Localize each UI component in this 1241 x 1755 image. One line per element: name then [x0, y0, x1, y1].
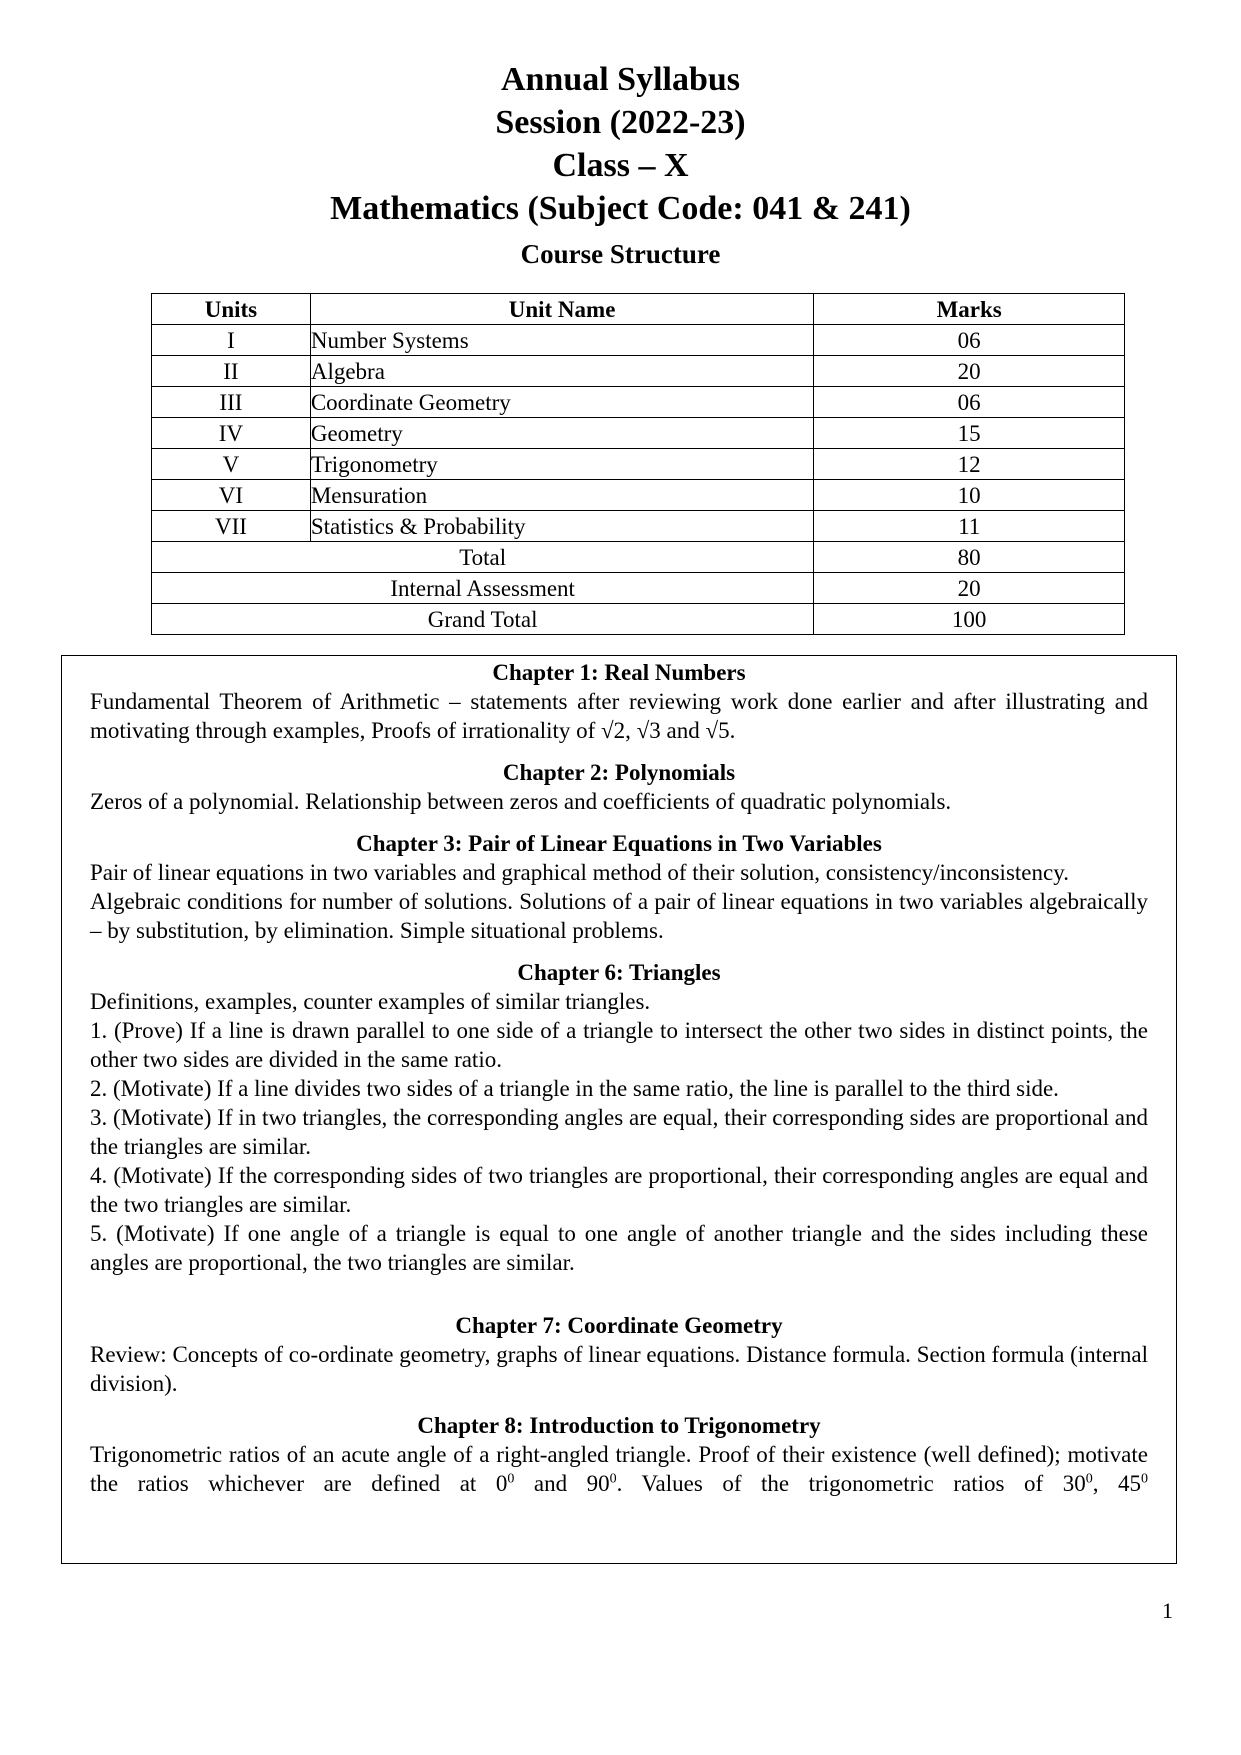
chapter-8-title: Chapter 8: Introduction to Trigonometry [417, 1413, 821, 1438]
internal-assessment-row [152, 573, 1125, 604]
chapter-7-title: Chapter 7: Coordinate Geometry [455, 1313, 783, 1338]
course-structure-table [151, 293, 1125, 635]
table-row [152, 418, 1125, 449]
chapter-2-text: Zeros of a polynomial. Relationship between zeros and coefficients of quadratic polynomials. [90, 789, 952, 814]
chapters-box [61, 655, 1177, 1564]
table-row [152, 449, 1125, 480]
table-row [152, 511, 1125, 542]
unit-name: Statistics & Probability [310, 511, 813, 542]
unit-name: Algebra [310, 356, 813, 387]
chapter-8-text [90, 1440, 1148, 1498]
chapter-2-title: Chapter 2: Polynomials [502, 760, 736, 785]
chapter-3-paragraph-2: Algebraic conditions for number of solutions. Solutions of a pair of linear equations in two variables algebraically – by substitution, by elimination. Simple situational problems. [90, 889, 1148, 943]
chapter-6-intro: Definitions, examples, counter examples of similar triangles. [90, 989, 651, 1014]
degree-superscript: 0 [1141, 1471, 1148, 1487]
unit-name: Geometry [310, 418, 813, 449]
unit-number: V [152, 449, 311, 480]
chapter-3-paragraph-1: Pair of linear equations in two variables and graphical method of their solution, consistency/inconsistency. [90, 860, 1069, 885]
title-class: Class – X [552, 147, 689, 184]
unit-number: VII [152, 511, 311, 542]
document-header [0, 58, 1241, 272]
unit-name: Mensuration [310, 480, 813, 511]
title-annual-syllabus: Annual Syllabus [500, 61, 741, 98]
title-session: Session (2022-23) [495, 104, 746, 141]
page-number: 1 [1162, 1598, 1173, 1623]
chapter-6-item-3: 3. (Motivate) If in two triangles, the corresponding angles are equal, their corresponding sides are proportional and the triangles are similar. [90, 1105, 1148, 1159]
unit-name: Trigonometry [310, 449, 813, 480]
degree-superscript: 0 [507, 1471, 515, 1487]
total-row [152, 542, 1125, 573]
title-subject: Mathematics (Subject Code: 041 & 241) [330, 190, 911, 227]
chapter-8-text-part-1: Trigonometric ratios of an acute angle of a right-angled triangle. Proof of their existence (well defined); motivate the ratios whichever are defined at 0 [90, 1442, 1148, 1496]
degree-superscript: 0 [1085, 1471, 1093, 1487]
unit-marks: 10 [814, 480, 1125, 511]
unit-number: II [152, 356, 311, 387]
chapter-6-item-1: 1. (Prove) If a line is drawn parallel to one side of a triangle to intersect the other two sides in distinct points, the other two sides are divided in the same ratio. [90, 1018, 1148, 1072]
chapter-8-text-part-4: , 45 [1092, 1471, 1141, 1496]
unit-number: IV [152, 418, 311, 449]
unit-marks: 12 [814, 449, 1125, 480]
unit-marks: 06 [814, 387, 1125, 418]
chapter-1-title: Chapter 1: Real Numbers [492, 660, 746, 685]
table-row [152, 356, 1125, 387]
total-marks: 80 [814, 542, 1125, 573]
table-row [152, 325, 1125, 356]
unit-name: Coordinate Geometry [310, 387, 813, 418]
grand-total-marks: 100 [814, 604, 1125, 635]
chapter-1-text: Fundamental Theorem of Arithmetic – statements after reviewing work done earlier and after illustrating and motivating through examples, Proofs of irrationality of √2, √3 and √5. [90, 689, 1148, 743]
header-marks: Marks [814, 294, 1125, 325]
table-header-row [152, 294, 1125, 325]
unit-number: I [152, 325, 311, 356]
total-label: Total [152, 542, 814, 573]
course-structure-heading: Course Structure [520, 239, 721, 269]
unit-marks: 20 [814, 356, 1125, 387]
chapter-6-item-5: 5. (Motivate) If one angle of a triangle is equal to one angle of another triangle and the sides including these angles are proportional, the two triangles are similar. [90, 1221, 1148, 1275]
chapter-6-title: Chapter 6: Triangles [517, 960, 721, 985]
internal-assessment-marks: 20 [814, 573, 1125, 604]
chapter-6-item-2: 2. (Motivate) If a line divides two sides of a triangle in the same ratio, the line is parallel to the third side. [90, 1076, 1059, 1101]
chapter-6-item-4: 4. (Motivate) If the corresponding sides of two triangles are proportional, their corresponding angles are equal and the two triangles are similar. [90, 1163, 1148, 1217]
unit-marks: 06 [814, 325, 1125, 356]
table-row [152, 387, 1125, 418]
chapter-8-text-part-2: and 90 [514, 1471, 610, 1496]
chapter-8-text-part-3: . Values of the trigonometric ratios of 30 [616, 1471, 1086, 1496]
grand-total-row [152, 604, 1125, 635]
table-row [152, 480, 1125, 511]
internal-assessment-label: Internal Assessment [152, 573, 814, 604]
degree-superscript: 0 [609, 1471, 617, 1487]
chapter-7-text: Review: Concepts of co-ordinate geometry, graphs of linear equations. Distance formula. Section formula (internal division). [90, 1342, 1148, 1396]
unit-marks: 11 [814, 511, 1125, 542]
header-units: Units [152, 294, 311, 325]
chapter-3-title: Chapter 3: Pair of Linear Equations in Two Variables [356, 831, 882, 856]
unit-name: Number Systems [310, 325, 813, 356]
grand-total-label: Grand Total [152, 604, 814, 635]
header-unit-name: Unit Name [310, 294, 813, 325]
unit-number: VI [152, 480, 311, 511]
unit-number: III [152, 387, 311, 418]
unit-marks: 15 [814, 418, 1125, 449]
